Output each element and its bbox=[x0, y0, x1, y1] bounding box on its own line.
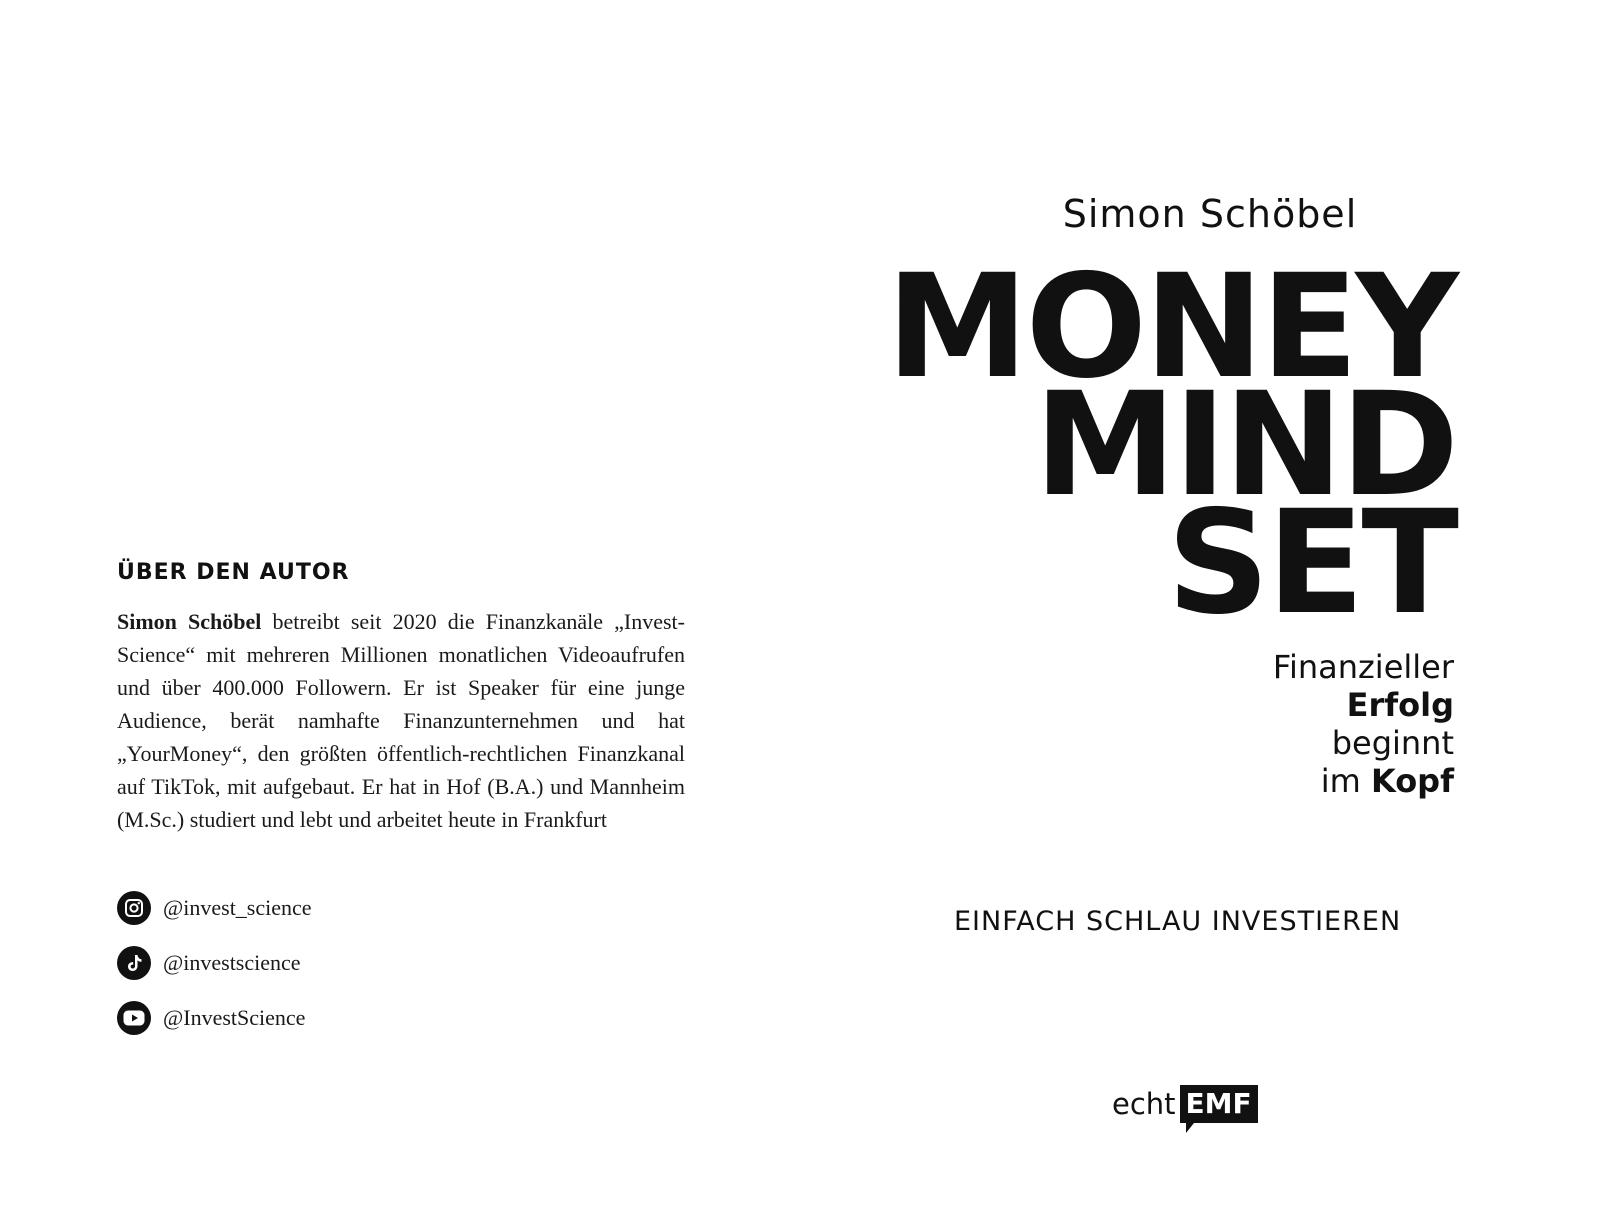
instagram-icon bbox=[117, 891, 151, 925]
social-youtube bbox=[117, 1001, 305, 1035]
tiktok-icon bbox=[117, 946, 151, 980]
tiktok-handle: @investscience bbox=[163, 950, 301, 975]
bio-text: betreibt seit 2020 die Finanzkanäle „Invest-Science“ mit mehreren Millionen monatlichen Videoaufrufen und über 400.000 Followern. Er ist Speaker für eine junge Audience, berät namhafte Finanzunternehmen und hat „YourMoney“, den größten öffentlich-rechtlichen Finanzkanal auf TikTok, mit aufgebaut. Er hat in Hof (B.A.) und Mannheim (M.Sc.) studiert und lebt und arbeitet heute in Frankfurt bbox=[117, 609, 685, 832]
publisher-logo bbox=[1112, 1085, 1258, 1123]
title-line-set: SET bbox=[1166, 479, 1456, 646]
subtitle bbox=[1273, 648, 1454, 800]
subtitle-line-4-bold: Kopf bbox=[1370, 762, 1454, 800]
subtitle-line-4-regular: im bbox=[1320, 762, 1371, 800]
title-line-money: MONEY bbox=[886, 243, 1456, 410]
about-author-heading: ÜBER DEN AUTOR bbox=[117, 560, 350, 585]
youtube-handle: @InvestScience bbox=[163, 1005, 306, 1030]
speech-bubble-tail-icon bbox=[1186, 1123, 1194, 1133]
series-title: EINFACH SCHLAU INVESTIEREN bbox=[954, 906, 1402, 937]
subtitle-line-2: Erfolg bbox=[1346, 686, 1454, 724]
youtube-icon bbox=[117, 1001, 151, 1035]
social-tiktok bbox=[117, 946, 301, 980]
author-bio bbox=[117, 605, 685, 836]
publisher-brand: EMF bbox=[1185, 1087, 1252, 1120]
instagram-handle: @invest_science bbox=[163, 895, 312, 920]
subtitle-line-4 bbox=[1273, 762, 1454, 800]
subtitle-line-1: Finanzieller bbox=[1272, 648, 1454, 686]
publisher-prefix: echt bbox=[1112, 1087, 1176, 1121]
publisher-brand-box bbox=[1180, 1085, 1258, 1123]
author-name: Simon Schöbel bbox=[1062, 192, 1358, 236]
social-instagram bbox=[117, 891, 312, 925]
subtitle-line-3: beginnt bbox=[1331, 724, 1454, 762]
bio-author-name: Simon Schöbel bbox=[117, 609, 262, 634]
title-line-mind: MIND bbox=[1034, 361, 1456, 528]
